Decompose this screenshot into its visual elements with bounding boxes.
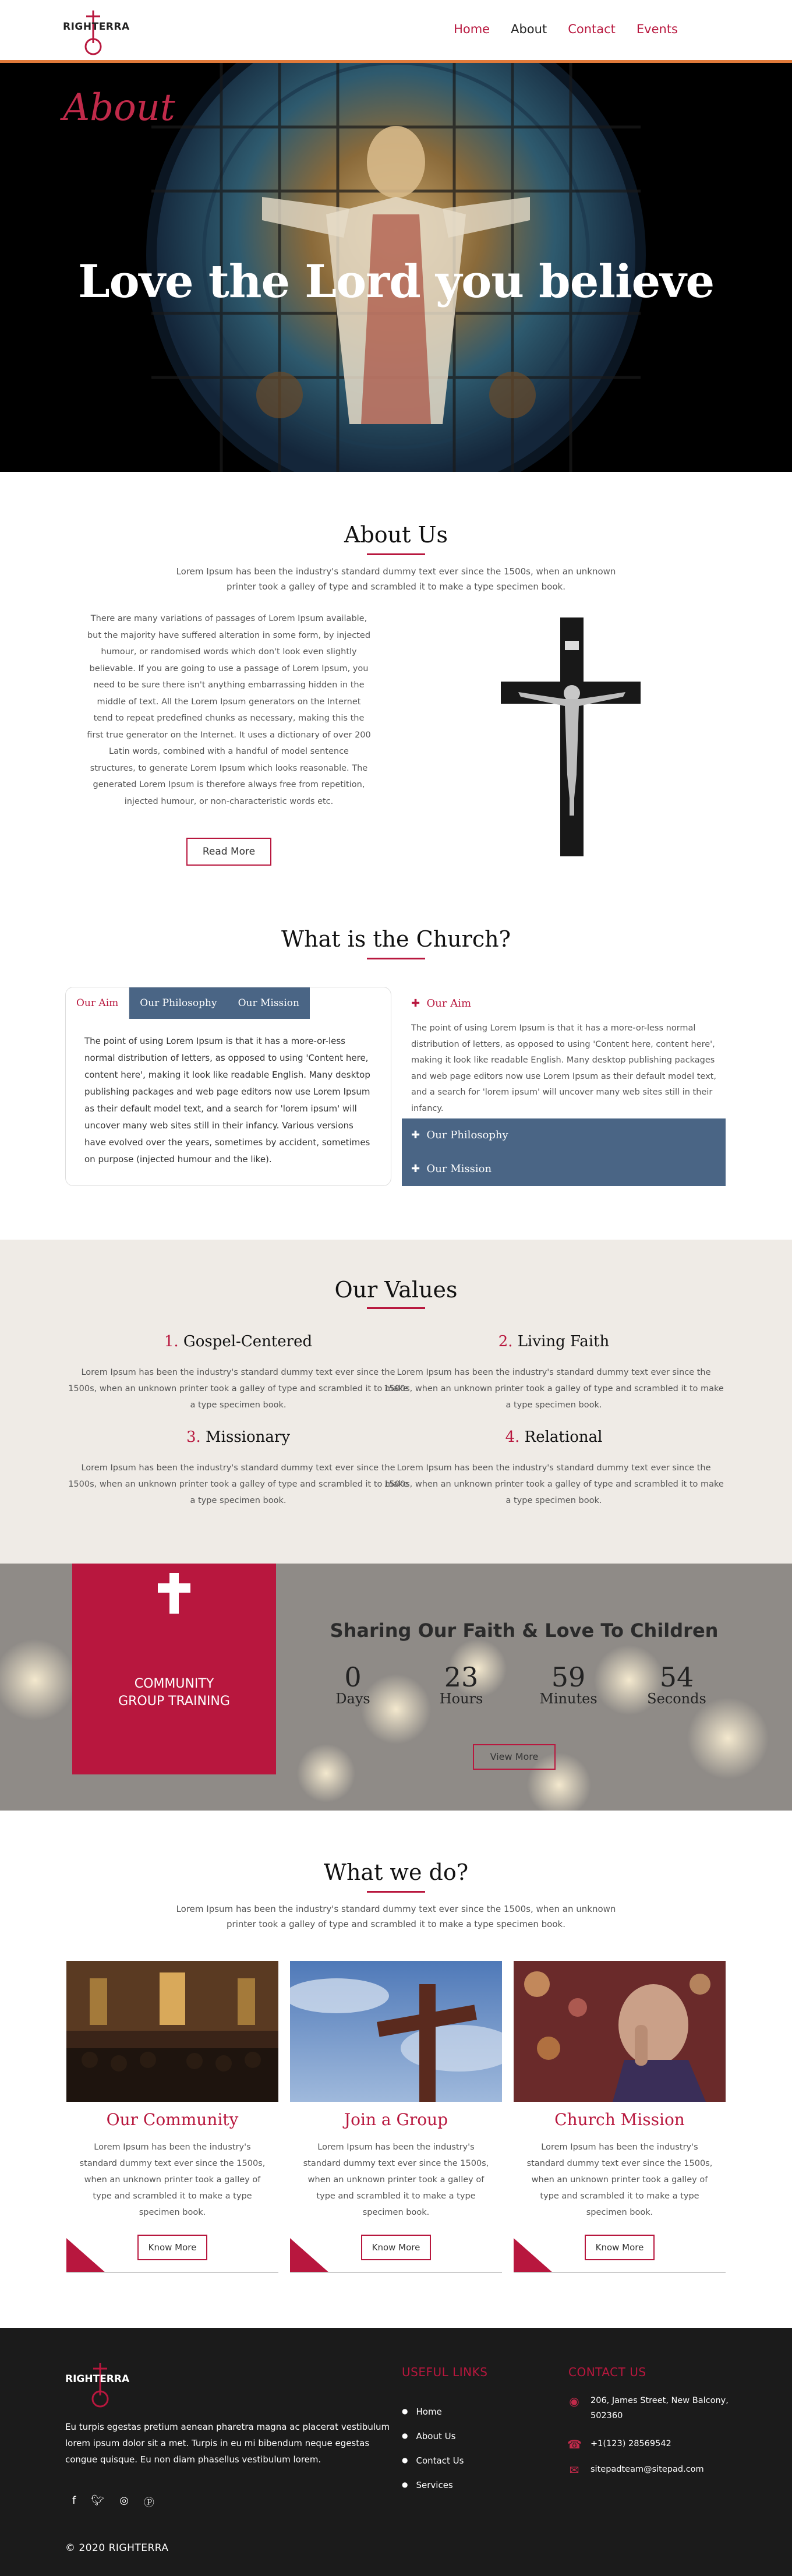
whatwedo-title: What we do? <box>323 1859 469 1885</box>
value-number: 1. <box>164 1333 179 1350</box>
values-title-underline <box>367 1307 425 1309</box>
countdown-value: 0 <box>344 1661 362 1693</box>
cross-icon <box>158 1573 190 1614</box>
tab-bar <box>66 987 310 1019</box>
location-pin-icon: ◉ <box>569 2394 579 2408</box>
countdown-label: Minutes <box>539 1691 597 1707</box>
card-divider <box>290 2272 502 2273</box>
know-more-button[interactable]: Know More <box>361 2235 431 2260</box>
values-section <box>0 1240 792 1564</box>
accordion-content: The point of using Lorem Ipsum is that it has a more-or-less normal distribution of letters, as opposed to using 'Content here, content here', making it look like readable English. Many desktop publishing packages and web page editors now use Lorem Ipsum as their default model text, and a search for 'lorem ipsum' will uncover many web sites still in their infancy. <box>411 1024 716 1113</box>
value-name: Gospel-Centered <box>183 1333 313 1350</box>
church-accordion <box>402 987 726 1117</box>
values-title: Our Values <box>334 1277 458 1303</box>
accordion-our-mission[interactable] <box>402 1152 726 1186</box>
accordion-label: Our Aim <box>426 997 472 1010</box>
card-title: Our Community <box>106 2110 239 2129</box>
card-corner-accent <box>66 2238 106 2273</box>
countdown-title: Sharing Our Faith & Love To Children <box>330 1619 719 1642</box>
card-title: Church Mission <box>554 2110 685 2129</box>
value-text: Lorem Ipsum has been the industry's standard dummy text ever since the 1500s, when an unknown printer took a galley of type and scrambled it to make a type specimen book. <box>68 1368 408 1410</box>
crucifix-image <box>478 606 652 862</box>
countdown-minutes <box>528 1661 609 1707</box>
value-name: Living Faith <box>517 1333 610 1350</box>
value-title <box>66 1333 410 1350</box>
contact-title: CONTACT US <box>568 2365 646 2379</box>
card-text: Lorem Ipsum has been the industry's standard dummy text ever since the 1500s, when an unknown printer took a galley of type and scrambled it to make a type specimen book. <box>526 2143 713 2217</box>
card-text: Lorem Ipsum has been the industry's standard dummy text ever since the 1500s, when an unknown printer took a galley of type and scrambled it to make a type specimen book. <box>79 2143 266 2217</box>
countdown-section <box>0 1564 792 1811</box>
view-more-button[interactable]: View More <box>473 1744 556 1770</box>
main-nav <box>454 22 678 36</box>
value-number: 4. <box>505 1428 520 1446</box>
about-title-underline <box>367 553 425 555</box>
card-our-community <box>66 1961 278 2275</box>
church-title: What is the Church? <box>281 926 511 952</box>
site-footer <box>0 2328 792 2576</box>
about-body: There are many variations of passages of Lorem Ipsum available, but the majority have suffered alteration in some form, by injected humour, or randomised words which don't look even slightly believable. If you are going to use a passage of Lorem Ipsum, you need to be sure there isn't anything embarrassing hidden in the middle of text. All the Lorem Ipsum generators on the Internet tend to repeat predefined chunks as necessary, making this the first true generator on the Internet. It uses a dictionary of over 200 Latin words, combined with a handful of model sentence structures, to generate Lorem Ipsum which looks reasonable. The generated Lorem Ipsum is therefore always free from repetition, injected humour, or non-characteristic words etc. <box>87 614 371 806</box>
whatwedo-title-underline <box>367 1891 425 1893</box>
accordion-our-philosophy[interactable] <box>402 1118 726 1152</box>
copyright: © 2020 RIGHTERRA <box>65 2542 169 2554</box>
accordion-label: Our Philosophy <box>426 1129 508 1141</box>
value-title <box>382 1333 726 1350</box>
site-logo[interactable] <box>63 8 130 56</box>
nav-events[interactable]: Events <box>636 22 678 36</box>
tab-our-mission[interactable]: Our Mission <box>228 987 310 1019</box>
whatwedo-intro: Lorem Ipsum has been the industry's standard dummy text ever since the 1500s, when an unknown printer took a galley of type and scrambled it to make a type specimen book. <box>176 1904 616 1929</box>
card-text: Lorem Ipsum has been the industry's standard dummy text ever since the 1500s, when an unknown printer took a galley of type and scrambled it to make a type specimen book. <box>303 2143 489 2217</box>
plus-icon: ✚ <box>411 997 420 1010</box>
countdown-value: 54 <box>659 1661 694 1693</box>
countdown-days <box>312 1661 394 1707</box>
card-title: Join a Group <box>344 2110 448 2129</box>
card-divider <box>514 2272 726 2273</box>
card-church-mission <box>514 1961 726 2275</box>
footer-logo-text: RIGHTERRA <box>65 2373 130 2385</box>
phone-icon: ☎ <box>567 2437 582 2451</box>
know-more-button[interactable]: Know More <box>137 2235 207 2260</box>
instagram-icon[interactable]: ◎ <box>119 2494 129 2507</box>
value-title <box>66 1428 410 1446</box>
logo-text: RIGHTERRA <box>63 21 130 33</box>
nav-contact[interactable]: Contact <box>568 22 616 36</box>
footer-link-about[interactable]: ● About Us <box>402 2423 464 2448</box>
countdown-label: Hours <box>439 1691 483 1707</box>
card-line-1: COMMUNITY <box>134 1677 214 1691</box>
hero-banner <box>0 63 792 472</box>
value-text: Lorem Ipsum has been the industry's standard dummy text ever since the 1500s, when an unknown printer took a galley of type and scrambled it to make a type specimen book. <box>68 1463 408 1505</box>
community-training-card[interactable] <box>72 1564 276 1774</box>
social-links <box>72 2494 154 2510</box>
value-text: Lorem Ipsum has been the industry's standard dummy text ever since the 1500s, when an unknown printer took a galley of type and scrambled it to make a type specimen book. <box>384 1368 724 1410</box>
plus-icon: ✚ <box>411 1129 420 1141</box>
value-name: Missionary <box>206 1428 291 1446</box>
accordion-our-aim[interactable] <box>402 987 726 1021</box>
countdown-hours <box>420 1661 502 1707</box>
footer-description: Eu turpis egestas pretium aenean pharetra magna ac placerat vestibulum lorem ipsum dolor sit a met. Turpis in eu mi bibendum neque egestas congue quisque. Eu non diam phasellus vestibulum lorem. <box>65 2422 390 2465</box>
footer-logo[interactable] <box>65 2360 135 2408</box>
value-text: Lorem Ipsum has been the industry's standard dummy text ever since the 1500s, when an unknown printer took a galley of type and scrambled it to make a type specimen book. <box>384 1463 724 1505</box>
footer-link-contact[interactable]: ● Contact Us <box>402 2448 464 2472</box>
useful-links-title: USEFUL LINKS <box>402 2365 488 2379</box>
pinterest-icon[interactable]: Ⓟ <box>143 2497 154 2509</box>
tab-our-aim[interactable]: Our Aim <box>66 987 129 1019</box>
church-tabs <box>65 987 391 1186</box>
envelope-icon: ✉ <box>569 2463 579 2477</box>
twitter-icon[interactable]: 🐦︎ <box>91 2494 105 2507</box>
footer-link-home[interactable]: ● Home <box>402 2399 464 2423</box>
hero-page-label: About <box>63 86 175 129</box>
about-intro: Lorem Ipsum has been the industry's standard dummy text ever since the 1500s, when an unknown printer took a galley of type and scrambled it to make a type specimen book. <box>176 566 616 592</box>
card-line-2: GROUP TRAINING <box>118 1694 230 1709</box>
countdown-seconds <box>636 1661 717 1707</box>
countdown-value: 59 <box>551 1661 586 1693</box>
community-training-label <box>72 1675 276 1710</box>
read-more-button[interactable]: Read More <box>186 838 271 866</box>
nav-about[interactable]: About <box>511 22 547 36</box>
praying-boy-image <box>514 1961 726 2102</box>
site-header <box>0 0 792 63</box>
about-title: About Us <box>344 522 448 548</box>
phone-text[interactable]: +1(123) 28569542 <box>591 2439 671 2448</box>
tab-our-philosophy[interactable]: Our Philosophy <box>129 987 227 1019</box>
value-number: 3. <box>186 1428 201 1446</box>
value-number: 2. <box>498 1333 513 1350</box>
hero-title: Love the Lord you believe <box>77 255 715 308</box>
countdown-value: 23 <box>444 1661 479 1693</box>
value-name: Relational <box>524 1428 603 1446</box>
footer-link-services[interactable]: ● Services <box>402 2472 464 2497</box>
address-text: 206, James Street, New Balcony, 502360 <box>591 2396 729 2420</box>
facebook-icon[interactable]: f <box>72 2494 76 2507</box>
useful-links <box>402 2399 464 2497</box>
nav-home[interactable]: Home <box>454 22 490 36</box>
value-title <box>382 1428 726 1446</box>
accordion-label: Our Mission <box>426 1163 492 1175</box>
plus-icon: ✚ <box>411 1163 420 1175</box>
tab-content: The point of using Lorem Ipsum is that it has a more-or-less normal distribution of letters, as opposed to using 'Content here, content here', making it look like readable English. Many desktop publishing packages and web page editors now use Lorem Ipsum as their default model text, and a search for 'lorem ipsum' will uncover many web sites still in their infancy. Various versions have evolved over the years, sometimes by accident, sometimes on purpose (injected humour and the like). <box>84 1036 370 1165</box>
cross-sky-image <box>290 1961 502 2102</box>
church-title-underline <box>367 958 425 959</box>
card-corner-accent <box>514 2238 553 2273</box>
card-join-a-group <box>290 1961 502 2275</box>
card-corner-accent <box>290 2238 330 2273</box>
know-more-button[interactable]: Know More <box>585 2235 655 2260</box>
countdown-label: Days <box>335 1691 370 1707</box>
church-accordion-closed <box>402 1118 726 1186</box>
church-interior-image <box>66 1961 278 2102</box>
countdown-label: Seconds <box>647 1691 706 1707</box>
email-text[interactable]: sitepadteam@sitepad.com <box>591 2465 704 2474</box>
card-divider <box>66 2272 278 2273</box>
